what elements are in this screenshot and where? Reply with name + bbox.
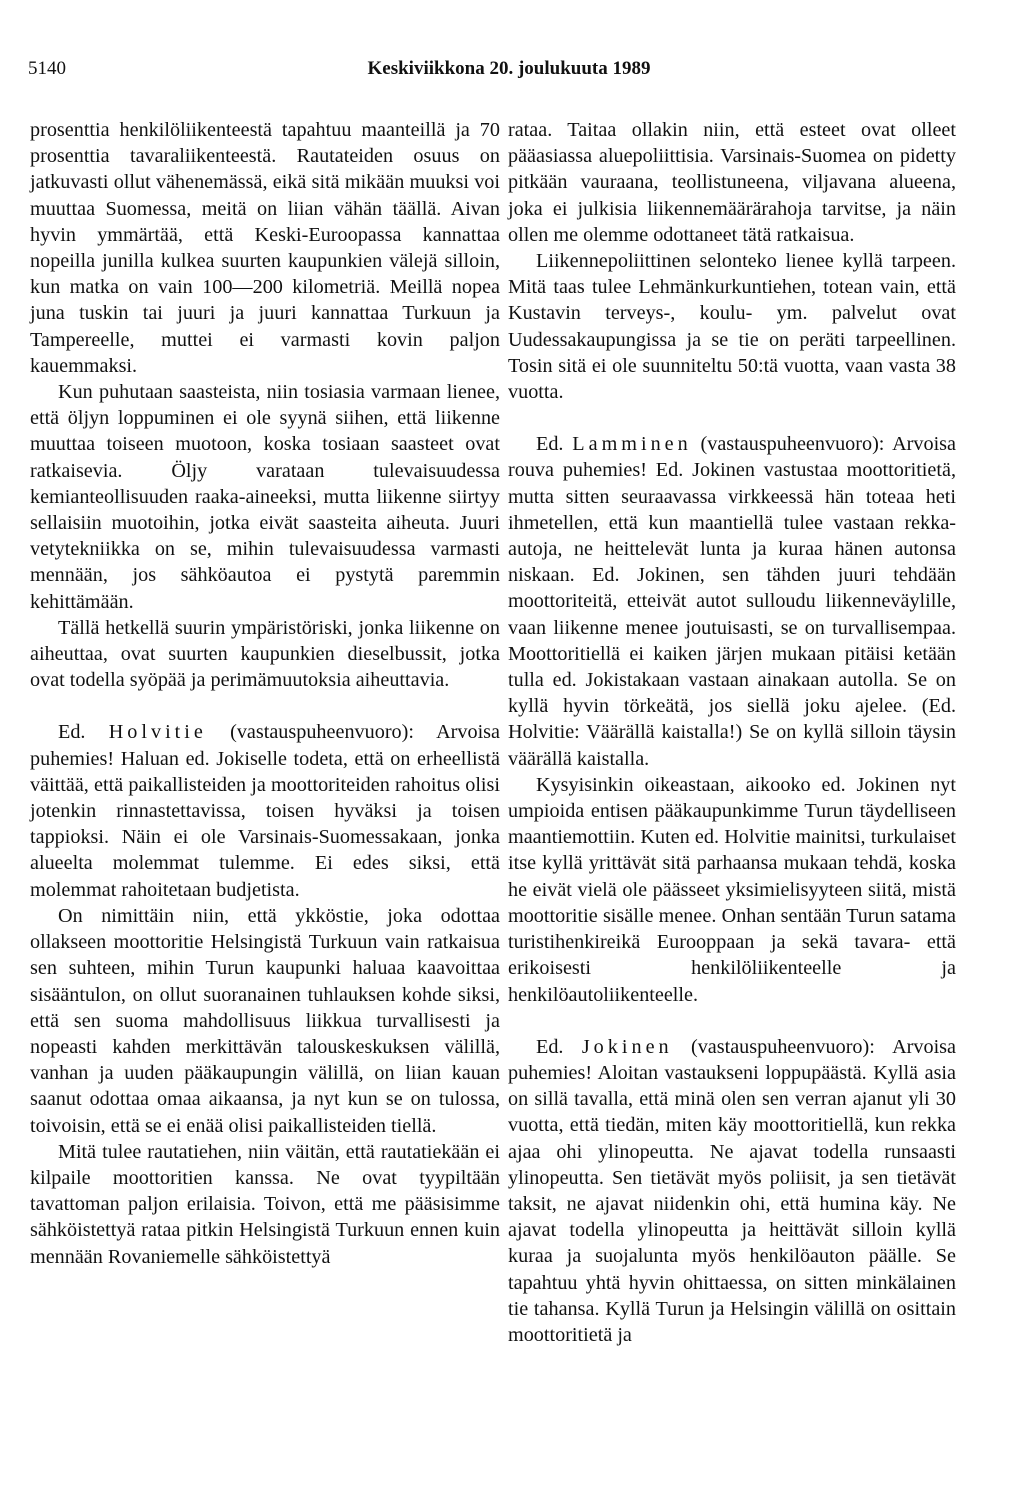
paragraph: prosenttia henkilöliikenteestä tapahtuu maanteillä ja 70 prosenttia tavaraliikenteestä. Rautateiden osuus on jatkuvasti ollut vähenemässä, eikä sitä mikään muuksi voi muuttaa Suomessa, meitä on liian vähän täällä. Aivan hyvin ymmärtää, että Keski-Euroopassa kannattaa nopeilla junilla kulkea suurten kaupunkien välejä silloin, kun matka on vain 100—200 kilometriä. Meillä nopea juna tuskin tai juuri ja juuri kannattaa Turkuun ja Tampereelle, muttei ei varmasti kovin paljon kauemmaksi. <box>30 119 500 377</box>
left-column <box>30 117 500 1270</box>
speaker-name: Holvitie <box>108 721 207 744</box>
speaker-prefix: Ed. <box>536 1035 564 1058</box>
speaker-paragraph <box>508 1034 956 1348</box>
speaker-prefix: Ed. <box>536 433 564 456</box>
speaker-name: Jokinen <box>581 1035 673 1058</box>
page-header <box>28 58 990 86</box>
paragraph: Kun puhutaan saasteista, niin tosiasia varmaan lienee, että öljyn loppuminen ei ole syynä siihen, että liikenne muuttaa toiseen muotoon, koska tosiaan saasteet ovat ratkaisevia. Öljy varataan tulevaisuudessa kemianteollisuuden raaka-aineeksi, mutta liikenne siirtyy sellaisiin muotoihin, jotka eivät saasteita aiheuta. Juuri vetytekniikka on se, mihin tulevaisuudessa varmasti mennään, jos sähköautoa ei pystytä paremmin kehittämään. <box>30 381 500 613</box>
paragraph: Kysyisinkin oikeastaan, aikooko ed. Jokinen nyt umpioida entisen pääkaupunkimme Turun täydelliseen maantiemottiin. Kuten ed. Holvitie mainitsi, turkulaiset itse kyllä yrittävät sitä parhaansa mukaan tehdä, koska he eivät vielä ole päässeet yksimielisyyteen siitä, mistä moottoritie sisälle menee. Onhan sentään Turun satama turistihenkireikä Eurooppaan ja sekä tavara- että erikoisesti henkilöliikenteelle ja henkilöautoliikenteelle. <box>508 773 956 1006</box>
running-head-date: Keskiviikkona 20. joulukuuta 1989 <box>367 58 651 79</box>
paragraph: Mitä tulee rautatiehen, niin väitän, että rautatiekään ei kilpaile moottoritien kanssa. Ne ovat tyypiltään tavattoman paljon erilaisia. Toivon, että me pääsisimme sähköistettyä rataa pitkin Helsingistä Turkuun ennen kuin mennään Rovaniemelle sähköistettyä <box>30 1140 500 1268</box>
speech-text: (vastauspuheenvuoro): Arvoisa puhemies! Haluan ed. Jokiselle todeta, että on erheellistä väittää, että paikallisteiden ja moottoriteiden rahoitus olisi jotenkin rinnastettavissa, toisen hyväksi ja toisen tappioksi. Näin ei ole Varsinais-Suomessakaan, jonka alueelta molemmat tulemme. Ei edes siksi, että molemmat rahoitetaan budjetista. <box>30 721 500 901</box>
paragraph: rataa. Taitaa ollakin niin, että esteet ovat olleet pääasiassa aluepoliittisia. Varsinais-Suomea on pidetty pitkään vauraana, teollistuneena, viljavana alueena, joka ei julkisia liikennemäärärahoja tarvitse, ja näin ollen me olemme odottaneet tätä ratkaisua. <box>508 119 956 246</box>
speaker-prefix: Ed. <box>58 721 86 744</box>
speech-text: (vastauspuheenvuoro): Arvoisa puhemies! Aloitan vastaukseni loppupäästä. Kyllä asia on sillä tavalla, että minä olen sen verran ajanut yli 30 vuotta, että tiedän, miten käy moottoritiellä, kun rekka ajaa ohi ylinopeutta. Ne ajavat todella runsaasti ylinopeutta. Sen tietävät myös poliisit, ja sen tietävät taksit, ne ajavat niidenkin ohi, että humina käy. Ne ajavat todella ylinopeutta ja heittävät silloin kyllä kuraa ja suojalunta myös henkilöauton päälle. Se tapahtuu yhtä hyvin ohittaessa, on sitten minkälainen tie tahansa. Kyllä Turun ja Helsingin välillä on osittain moottoritietä ja <box>508 1035 956 1346</box>
speaker-paragraph <box>30 719 500 902</box>
page-number: 5140 <box>28 58 66 79</box>
speaker-name: Lamminen <box>572 433 692 456</box>
speech-text: (vastauspuheenvuoro): Arvoisa rouva puhemies! Ed. Jokinen vastustaa moottoritietä, mutta sitten seuraavassa virkkeessä hän toteaa heti ihmetellen, että kun maantiellä tulee vastaan rekka-autoja, ne heittelevät lunta ja kuraa hänen autonsa niskaan. Ed. Jokinen, sen tähden juuri tehdään moottoriteitä, etteivät autot sulloudu liikenneväylille, vaan liikenne menee joutuisasti, se on turvallisempaa. Moottoritiellä ei kaiken järjen mukaan pitäisi ketään tulla ed. Jokistakaan vastaan ainakaan autolla. Se on kyllä hyvin törkeätä, jos siellä joku ajelee. (Ed. Holvitie: Väärällä kaistalla!) Se on kyllä silloin täysin väärällä kaistalla. <box>508 433 956 770</box>
paragraph: Tällä hetkellä suurin ympäristöriski, jonka liikenne on aiheuttaa, ovat suurten kaupunkien dieselbussit, jotka ovat todella syöpää ja perimämuutoksia aiheuttavia. <box>30 616 500 692</box>
right-column <box>508 117 956 1348</box>
speaker-paragraph <box>508 431 956 772</box>
paragraph: On nimittäin niin, että ykköstie, joka odottaa ollakseen moottoritie Helsingistä Turkuun vain ratkaisua sen suhteen, mihin Turun kaupunki haluaa kaavoittaa sisääntulon, on ollut suoranainen tuhlauksen kohde siksi, että sen suoma mahdollisuus liikkua turvallisesti ja nopeasti kahden merkittävän talouskeskuksen välillä, vanhan ja uuden pääkaupungin välillä, on liian kauan saanut odottaa omaa aikaansa, ja nyt kun se on tulossa, toivoisin, että se ei enää olisi paikallisteiden tiellä. <box>30 904 500 1137</box>
paragraph: Liikennepoliittinen selonteko lienee kyllä tarpeen. Mitä taas tulee Lehmänkurkuntiehen, totean vain, että Kustavin terveys-, koulu- ym. palvelut ovat Uudessakaupungissa ja se tie on peräti tarpeellinen. Tosin sitä ei ole suunniteltu 50:tä vuotta, vaan vasta 38 vuotta. <box>508 250 956 404</box>
